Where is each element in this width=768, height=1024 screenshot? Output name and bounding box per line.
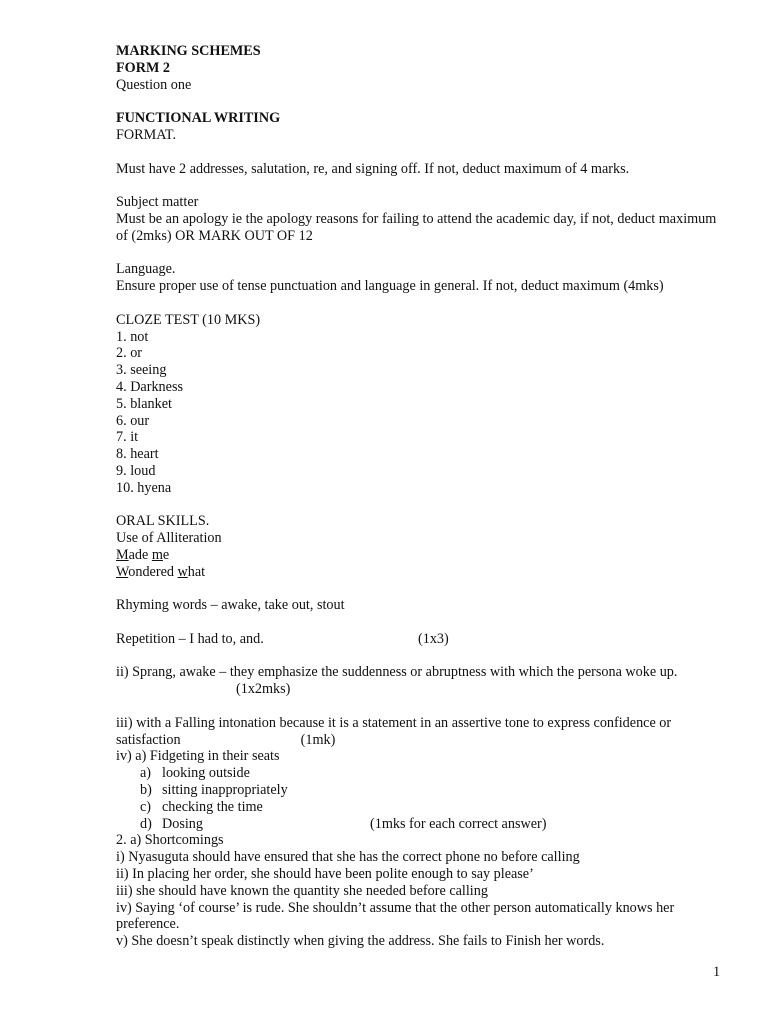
underlined-letter: m <box>151 546 163 563</box>
question-label: Question one <box>116 76 192 93</box>
spacer <box>116 614 726 631</box>
repetition-marks: (1x3) <box>418 630 449 647</box>
answer-ii-marks: (1x2mks) <box>236 681 291 698</box>
alliteration-label: Use of Alliteration <box>116 530 222 547</box>
answer-iv-marks: (1mks for each correct answer) <box>370 815 547 832</box>
page-number: 1 <box>713 964 721 980</box>
page-content <box>116 43 726 950</box>
functional-writing-heading: FUNCTIONAL WRITING <box>116 110 281 127</box>
shortcoming-item: i) Nyasuguta should have ensured that she has the correct phone no before calling <box>116 849 580 866</box>
format-text: Must have 2 addresses, salutation, re, and signing off. If not, deduct maximum of 4 marks. <box>116 160 630 177</box>
spacer <box>116 698 726 715</box>
list-item: d) Dosing (1mks for each correct answer) <box>140 815 547 832</box>
spacer <box>116 245 726 262</box>
list-item: c) checking the time <box>140 798 263 815</box>
cloze-answer: 8. heart <box>116 446 159 463</box>
language-label: Language. <box>116 261 176 278</box>
spacer <box>116 295 726 312</box>
repetition-text: Repetition – I had to, and. <box>116 630 264 647</box>
spacer <box>116 581 726 598</box>
shortcoming-item: v) She doesn’t speak distinctly when giving the address. She fails to Finish her words. <box>116 933 605 950</box>
rhyming-words: Rhyming words – awake, take out, stout <box>116 597 345 614</box>
cloze-answer: 5. blanket <box>116 395 172 412</box>
cloze-answer: 2. or <box>116 345 143 362</box>
underlined-letter: W <box>116 563 129 580</box>
cloze-answer: 3. seeing <box>116 362 167 379</box>
cloze-heading: CLOZE TEST (10 MKS) <box>116 311 261 328</box>
subject-matter-label: Subject matter <box>116 194 199 211</box>
list-item: b) sitting inappropriately <box>140 782 288 799</box>
cloze-answer: 10. hyena <box>116 479 172 496</box>
answer-iv: iv) a) Fidgeting in their seats <box>116 748 280 765</box>
alliteration-example-1: Made me <box>116 546 170 563</box>
spacer <box>116 93 726 110</box>
shortcomings-heading: 2. a) Shortcomings <box>116 832 224 849</box>
cloze-answer: 9. loud <box>116 462 156 479</box>
cloze-answer: 1. not <box>116 328 149 345</box>
format-label: FORMAT. <box>116 126 177 143</box>
cloze-answer: 4. Darkness <box>116 378 183 395</box>
shortcoming-item: ii) In placing her order, she should have been polite enough to say please’ <box>116 866 534 883</box>
shortcoming-item: iii) she should have known the quantity she needed before calling <box>116 882 488 899</box>
alliteration-example-2: Wondered what <box>116 563 206 580</box>
underlined-letter: w <box>177 563 188 580</box>
spacer <box>116 144 726 161</box>
answer-iii-marks: (1mk) <box>300 731 336 748</box>
spacer <box>116 177 726 194</box>
form-label: FORM 2 <box>116 59 170 76</box>
repetition-line <box>116 631 726 648</box>
language-text: Ensure proper use of tense punctuation and language in general. If not, deduct maximum (4mks) <box>116 278 664 295</box>
oral-skills-heading: ORAL SKILLS. <box>116 513 210 530</box>
underlined-letter: M <box>116 546 129 563</box>
list-item: a) looking outside <box>140 765 250 782</box>
answer-ii: ii) Sprang, awake – they emphasize the suddenness or abruptness with which the persona woke up.(1x2mks) <box>116 664 678 698</box>
answer-iii: iii) with a Falling intonation because it is a statement in an assertive tone to express confidence or satisfaction (1mk) <box>116 714 672 748</box>
spacer <box>116 648 726 665</box>
document-title: MARKING SCHEMES <box>116 43 261 59</box>
cloze-answer: 6. our <box>116 412 150 429</box>
cloze-answer: 7. it <box>116 429 139 446</box>
subject-matter-text: Must be an apology ie the apology reasons for failing to attend the academic day, if not, deduct maximum of (2mks) OR MARK OUT OF 12 <box>116 210 717 244</box>
shortcoming-item: iv) Saying ‘of course’ is rude. She shouldn’t assume that the other person automatically knows her preference. <box>116 899 675 933</box>
spacer <box>116 497 726 514</box>
